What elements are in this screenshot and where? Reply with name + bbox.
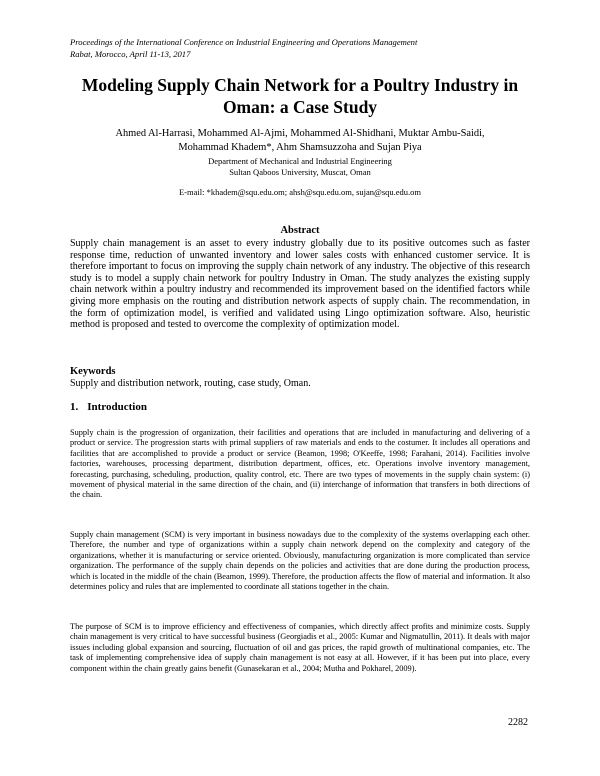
intro-paragraph-1: Supply chain is the progression of organization, their facilities and operations that are included in manufacturing and delivering of a product or service. The progression starts with primal suppliers of raw materials and ends to the costumer. It includes all operations and facilities that are accomplished to provide a product or service (Beamon, 1998; O'Keeffe, 1998; Farahani, 2014). Facilities involve factories, warehouses, processing department, distribution department, offices, etc. Operations involve inventory management, forecasting, purchasing, scheduling, production, quality control, etc. There are two types of movements in the supply chain system: (i) movement of physical material in the same direction of the chain, and (ii) interchange of information that transfers in both directions of the chain. (70, 428, 530, 500)
university: Sultan Qaboos University, Muscat, Oman (229, 167, 371, 177)
intro-paragraph-2: Supply chain management (SCM) is very important in business nowadays due to the complexity of the systems overlapping each other. Therefore, the number and type of organizations within a supply chain network depend on the complexity and category of the organizations, whether it is manufacturing or service oriented. Obviously, manufacturing organization is more complicated than service organization. The performance of the supply chain depends on the policies and activities that are done during the production process, which is located in the middle of the chain (Beamon, 1999). Therefore, the production affects the flow of material and information. It also determines policy and rules that are implemented to coordinate all stations together in the chain. (70, 530, 530, 592)
section-title: Introduction (87, 401, 147, 413)
department: Department of Mechanical and Industrial Engineering (208, 156, 392, 166)
keywords-text: Supply and distribution network, routing, case study, Oman. (70, 378, 311, 389)
proceedings-name: Proceedings of the International Conference on Industrial Engineering and Operations Management (70, 37, 418, 47)
section-heading-introduction (70, 401, 147, 413)
paper-title (60, 74, 540, 118)
authors-line-1: Ahmed Al-Harrasi, Mohammed Al-Ajmi, Mohammed Al-Shidhani, Muktar Ambu-Saidi, (115, 128, 485, 139)
author-list (60, 127, 540, 155)
abstract-heading: Abstract (280, 225, 320, 236)
intro-paragraph-3: The purpose of SCM is to improve efficiency and effectiveness of companies, which directly affect profits and minimize costs. Supply chain management is very critical to have successful business (Georgiadis et al., 2005: Kumar and Nigmatullin, 2011). It deals with major issues including global expansion and sourcing, fluctuation of oil and gas prices, the rapid growth of multinational companies, etc. The task of implementing comprehensive idea of supply chain management is not easy at all. However, if it has been put into place, every component within the chain greatly gains benefit (Gunasekaran et al., 2004; Mutha and Pokharel, 2009). (70, 622, 530, 673)
affiliation (60, 156, 540, 178)
authors-line-2: Mohammad Khadem*, Ahm Shamsuzzoha and Sujan Piya (178, 142, 422, 153)
proceedings-header (70, 36, 417, 60)
title-line-1: Modeling Supply Chain Network for a Poultry Industry in (81, 75, 519, 95)
section-number: 1. (70, 401, 79, 413)
keywords-heading: Keywords (70, 366, 116, 377)
page-number: 2282 (508, 717, 528, 728)
abstract-text: Supply chain management is an asset to every industry globally due to its positive outcomes such as faster response time, reduction of unwanted inventory and lower sales costs with enhanced customer service. It is therefore important to focus on improving the supply chain network of any industry. The objective of this research study is to model a supply chain network for poultry Industry in Oman. The study analyzes the existing supply chain network within a poultry industry and recommended its improvement based on the identified factors while giving more emphasis on the routing and distribution network aspects of supply chain. The recommendation, in the form of optimization model, is verified and validated using Lingo optimization software. Also, heuristic method is proposed and tested to overcome the complexity of optimization model. (70, 238, 530, 331)
author-emails: E-mail: *khadem@squ.edu.om; ahsh@squ.edu.om, sujan@squ.edu.om (178, 187, 422, 197)
title-line-2: Oman: a Case Study (222, 97, 378, 117)
conference-location-date: Rabat, Morocco, April 11-13, 2017 (70, 49, 191, 59)
